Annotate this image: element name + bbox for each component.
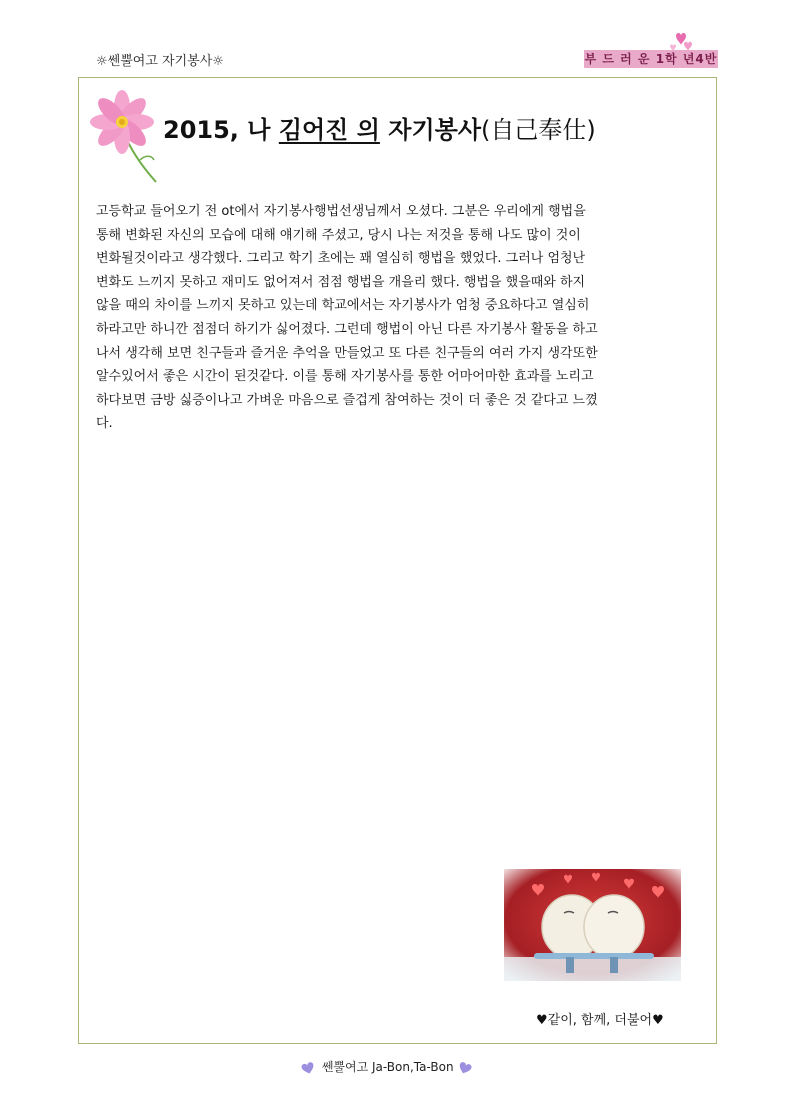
class-badge: 부 드 러 운 1학 년4반 <box>584 52 718 66</box>
essay-line: 다. <box>96 416 113 432</box>
title-hanja: (自己奉仕) <box>481 116 596 144</box>
purple-heart-icon <box>457 1061 475 1075</box>
pink-hearts-icon <box>668 30 698 56</box>
essay-line: 않을 때의 차이를 느끼지 못하고 있는데 학교에서는 자기봉사가 엄청 중요하다고 열심히 <box>96 298 590 314</box>
cosmos-flower-icon <box>88 90 160 186</box>
essay-line: 하라고만 하니깐 점점더 하기가 싫어졌다. 그런데 행법이 아닌 다른 자기봉사 활동을 하고 <box>96 321 598 337</box>
title-prefix: 2015, 나 <box>163 116 279 144</box>
illustration-caption: ♥같이, 함께, 더불어♥ <box>536 1013 664 1028</box>
footer-text: 쎈뿔여고 Ja-Bon,Ta-Bon <box>321 1060 454 1074</box>
page-title <box>163 110 596 145</box>
essay-line: 나서 생각해 보면 친구들과 즐거운 추억을 만들었고 또 다른 친구들의 여러 가지 생각또한 <box>96 345 598 361</box>
essay-body <box>96 200 668 436</box>
essay-line: 변화도 느끼지 못하고 재미도 없어져서 점점 행법을 개을리 했다. 행법을 했을때와 하지 <box>96 274 586 290</box>
footer <box>300 1058 475 1075</box>
couple-illustration <box>504 869 681 981</box>
essay-line: 통해 변화된 자신의 모습에 대해 얘기해 주셨고, 당시 나는 저것을 통해 나도 많이 것이 <box>96 227 581 243</box>
header-title: ☼쎈뿔여고 자기봉사☼ <box>96 54 224 69</box>
purple-heart-icon <box>300 1061 318 1075</box>
essay-line: 고등학교 들어오기 전 ot에서 자기봉사행법선생님께서 오셨다. 그분은 우리에게 행법을 <box>96 204 586 219</box>
essay-line: 하다보면 금방 싫증이나고 가벼운 마음으로 즐겁게 참여하는 것이 더 좋은 것 같다고 느꼈 <box>96 392 598 408</box>
essay-line: 알수있어서 좋은 시간이 된것같다. 이를 통해 자기봉사를 통한 어마어마한 효과를 노리고 <box>96 369 594 385</box>
title-suffix: 자기봉사 <box>379 116 481 144</box>
essay-line: 변화될것이라고 생각했다. 그리고 학기 초에는 꽤 열심히 행법을 했었다. 그러나 엄청난 <box>96 251 586 267</box>
author-name: 김어진 의 <box>278 116 380 144</box>
